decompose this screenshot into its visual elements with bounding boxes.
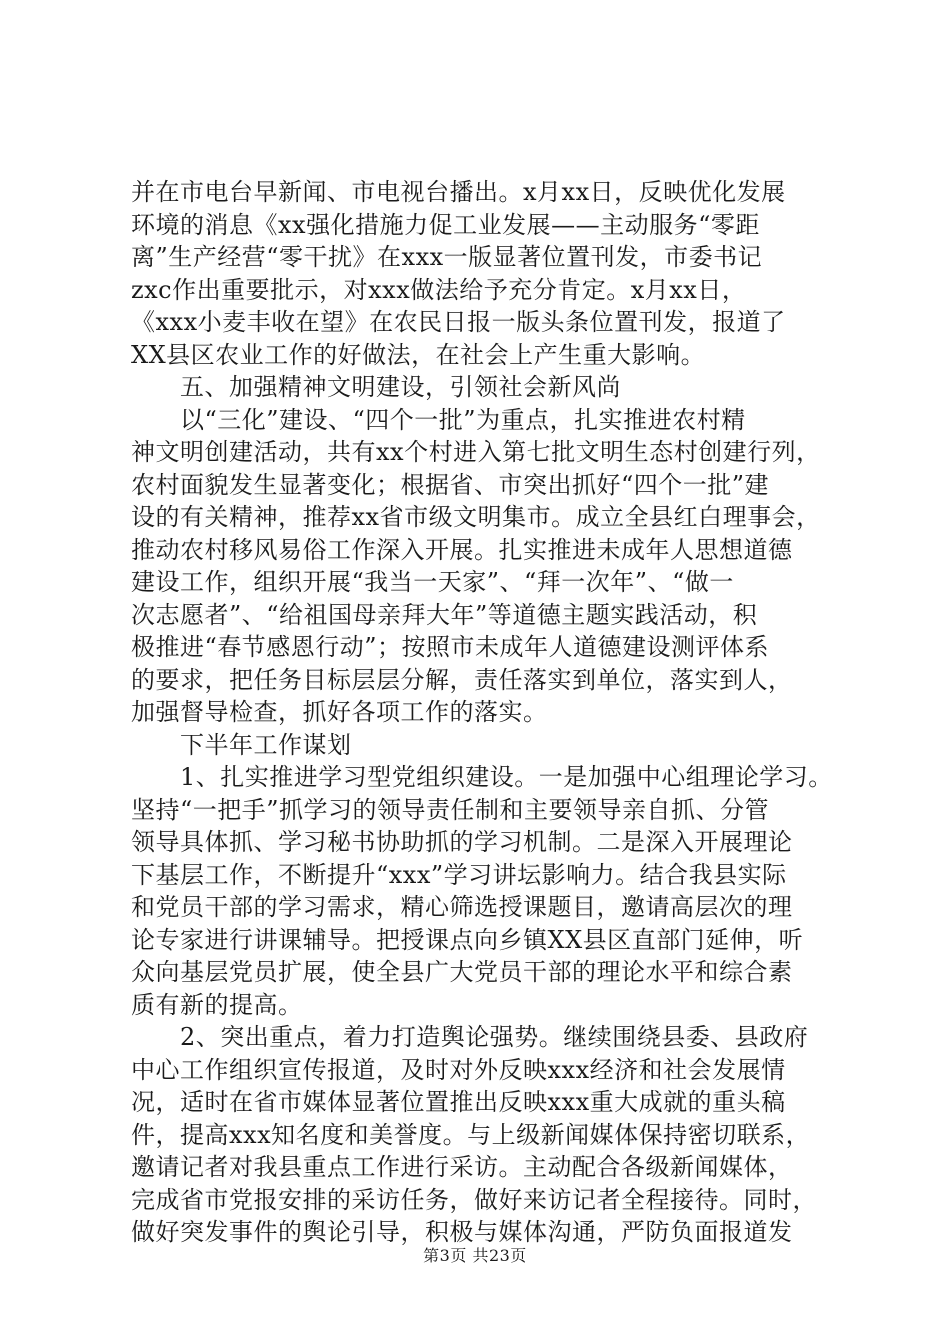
page-number-footer: 第3页 共23页 [423,1246,527,1265]
text-line: XX县区农业工作的好做法，在社会上产生重大影响。 [131,340,706,369]
text-line: 坚持“一把手”抓学习的领导责任制和主要领导亲自抓、分管 [131,795,770,824]
text-line: 神文明创建活动，共有xx个村进入第七批文明生态村创建行列， [131,438,821,466]
text-line: 推动农村移风易俗工作深入开展。扎实推进未成年人思想道德 [131,535,793,564]
text-line: 建设工作，组织开展“我当一天家”、“拜一次年”、“做一 [131,568,734,596]
text-line: 况，适时在省市媒体显著位置推出反映xxx重大成就的重头稿 [131,1088,786,1116]
text-line: zxc作出重要批示，对xxx做法给予充分肯定。x月xx日， [131,275,747,304]
text-line: 农村面貌发生显著变化；根据省、市突出抓好“四个一批”建 [131,470,770,499]
text-line: 极推进“春节感恩行动”；按照市未成年人道德建设测评体系 [131,633,770,661]
text-line: 设的有关精神，推荐xx省市级文明集市。成立全县红白理事会， [131,503,821,531]
text-line: 次志愿者”、“给祖国母亲拜大年”等道德主题实践活动，积 [131,600,758,629]
text-line: 和党员干部的学习需求，精心筛选授课题目，邀请高层次的理 [131,893,793,921]
text-line: 下基层工作，不断提升“xxx”学习讲坛影响力。结合我县实际 [131,860,787,889]
document-body [131,176,831,1249]
text-line: 邀请记者对我县重点工作进行采访。主动配合各级新闻媒体， [131,1153,793,1181]
text-line: 1、扎实推进学习型党组织建设。一是加强中心组理论学习。 [131,763,833,791]
text-line: 众向基层党员扩展，使全县广大党员干部的理论水平和综合素 [131,958,793,986]
text-line: 2、突出重点，着力打造舆论强势。继续围绕县委、县政府 [131,1023,809,1051]
text-line: 并在市电台早新闻、市电视台播出。x月xx日，反映优化发展 [131,178,786,206]
text-line: 中心工作组织宣传报道，及时对外反映xxx经济和社会发展情 [131,1055,786,1084]
text-line: 做好突发事件的舆论引导，积极与媒体沟通，严防负面报道发 [131,1218,793,1246]
text-line: 件，提高xxx知名度和美誉度。与上级新闻媒体保持密切联系， [131,1120,811,1149]
text-line: 离”生产经营“零干扰》在xxx一版显著位置刊发，市委书记 [131,243,763,271]
text-line: 完成省市党报安排的采访任务，做好来访记者全程接待。同时， [131,1185,817,1214]
section-heading: 下半年工作谋划 [131,730,352,759]
text-line: 领导具体抓、学习秘书协助抓的学习机制。二是深入开展理论 [131,828,793,856]
text-line: 的要求，把任务目标层层分解，责任落实到单位，落实到人， [131,665,793,694]
text-line: 环境的消息《xx强化措施力促工业发展——主动服务“零距 [131,210,760,239]
text-line: 《xxx小麦丰收在望》在农民日报一版头条位置刊发，报道了 [131,308,786,336]
text-line: 加强督导检查，抓好各项工作的落实。 [131,698,548,726]
text-line: 质有新的提高。 [131,990,303,1019]
text-line: 以“三化”建设、“四个一批”为重点，扎实推进农村精 [131,405,746,434]
text-line: 论专家进行讲课辅导。把授课点向乡镇XX县区直部门延伸，听 [131,925,804,954]
section-heading: 五、加强精神文明建设，引领社会新风尚 [131,373,621,401]
